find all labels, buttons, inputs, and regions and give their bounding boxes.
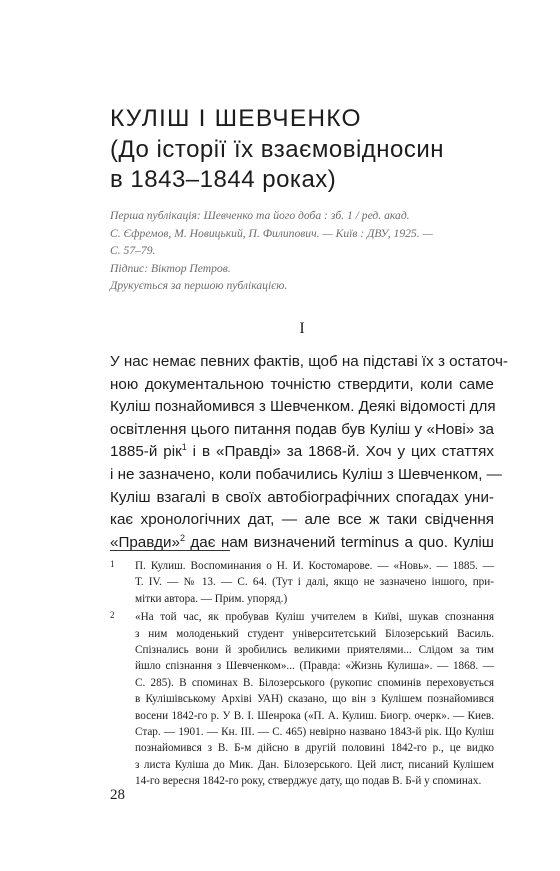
footnote-line: Т. IV. — № 13. — С. 64. (Тут і далі, якщо не зазначено іншого, при-: [135, 576, 494, 589]
footnote-line: П. Кулиш. Воспоминания о Н. И. Костомарове. — «Новь». — 1885. —: [135, 560, 494, 572]
body-line: освітлення цього питання подав був Куліш у «Нові» за: [110, 420, 494, 438]
body-paragraph: [110, 351, 508, 554]
body-text-segment: і в «Правді» за 1868-й. Хоч у цих статтях: [186, 443, 494, 461]
body-line: і не зазначено, коли побачились Куліш з Шевченком, —: [110, 465, 502, 483]
body-line: Куліш взагалі в своїх автобіографічних спогадах уни-: [110, 488, 494, 506]
footnote-1: [110, 558, 494, 607]
publication-info-line: Перша публікація: Шевченко та його доба : зб. 1 / ред. акад.: [110, 209, 410, 222]
footnote-mark: 2: [110, 610, 115, 621]
footnote-line: С. 285). В споминах В. Білозерського (рукопис споминів переховується: [135, 676, 494, 689]
footnote-line: 14-го вересня 1842-го року, стверджує дату, що подав В. Б-й у споминах.: [135, 775, 482, 788]
publication-note: Друкується за першою публікацією.: [110, 279, 288, 292]
footnote-line: Спізнались вони й зробились великими приятелями... Слідом за тим: [135, 644, 494, 657]
footnote-line: з листа Куліша до Мик. Дан. Білозерського. Цей лист, писаний Кулішем: [135, 758, 494, 771]
footnote-line: йшло спізнання з Шевченком»... (Правда: «Жизнь Кулиша». — 1868. —: [135, 660, 494, 673]
body-line: У нас немає певних фактів, щоб на підставі їх з остаточ-: [110, 353, 508, 370]
body-line: кає хронологічних дат, — але все ж таки свідчення: [110, 511, 494, 529]
page-number: 28: [110, 787, 125, 803]
body-text-segment: 1885-й рік: [110, 443, 182, 461]
chapter-subtitle-line-2: в 1843–1844 роках): [110, 166, 337, 193]
footnote-line: Стар. — 1901. — Кн. III. — С. 465) невірно названо 1843-й рік. Що Куліш: [135, 726, 494, 739]
footnote-line: восени 1842-го р. У В. І. Шенрока («П. А. Кулиш. Биогр. очерк». — Киев.: [135, 709, 494, 722]
publication-info-line: С. Єфремов, М. Новицький, П. Филипович. — Київ : ДВУ, 1925. —: [110, 226, 433, 240]
publication-info: [110, 207, 494, 295]
section-number: I: [299, 320, 305, 337]
publication-info-line: С. 57–79.: [110, 244, 156, 257]
footnote-ref-2[interactable]: 2: [179, 532, 185, 543]
footnote-line: мітки автора. — Прим. упоряд.): [135, 592, 288, 605]
body-line: ною документальною точністю ствердити, коли саме: [110, 375, 494, 393]
publication-signature: Підпис: Віктор Петров.: [110, 261, 231, 275]
chapter-subtitle-line-1: (До історії їх взаємовідносин: [110, 136, 445, 163]
body-line: Куліш познайомився з Шевченком. Деякі відомості для: [110, 398, 496, 416]
footnotes: [110, 558, 494, 792]
footnote-mark: 1: [110, 559, 115, 569]
footnote-divider: [110, 550, 230, 551]
body-text-segment: «Правди»: [110, 533, 180, 551]
body-line: [110, 441, 494, 464]
chapter-title: [110, 104, 500, 194]
footnote-line: з ним молоденький студент університетський Білозерський Василь.: [135, 627, 494, 640]
body-text-segment: дає нам визначений terminus a quo. Куліш: [184, 533, 494, 551]
footnote-ref-1[interactable]: 1: [181, 442, 187, 453]
footnote-line: познайомився з В. Б-м дійсно в другій половині 1842-го р., це видко: [135, 742, 494, 755]
footnote-line: «На той час, як пробував Куліш учителем в Київі, шукав спознання: [135, 611, 494, 624]
footnote-line: в Кулішівському Архіві УАН) сказано, що він з Кулішем познайомився: [135, 693, 494, 706]
chapter-title-main: КУЛІШ І ШЕВЧЕНКО: [110, 105, 362, 132]
footnote-2: [110, 609, 494, 789]
